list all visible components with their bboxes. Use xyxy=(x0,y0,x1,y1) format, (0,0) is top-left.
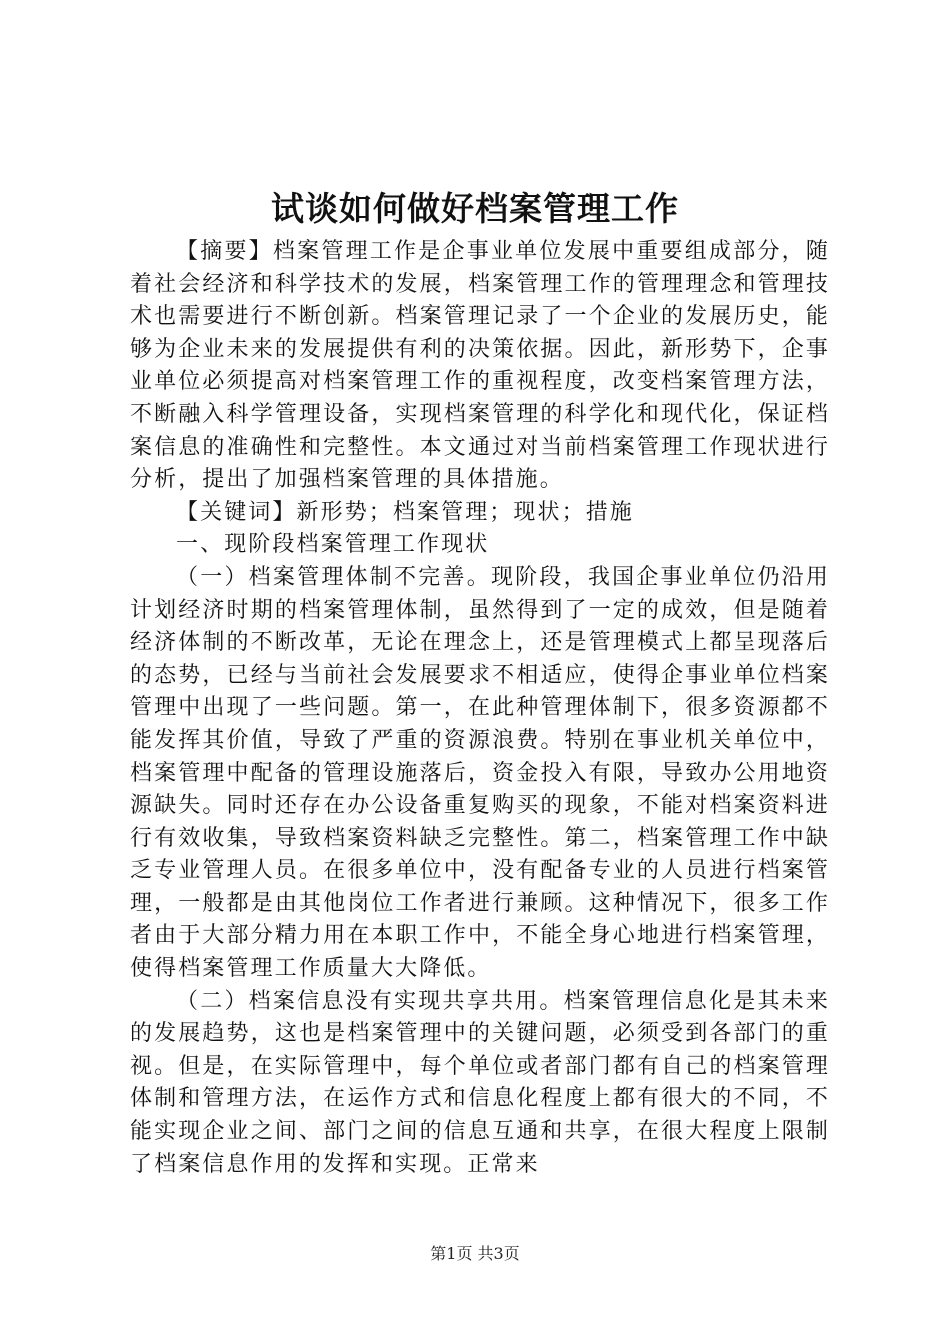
abstract-paragraph: 【摘要】档案管理工作是企事业单位发展中重要组成部分，随着社会经济和科学技术的发展，档案管理工作的管理理念和管理技术也需要进行不断创新。档案管理记录了一个企业的发展历史，能够为企业未来的发展提供有利的决策依据。因此，新形势下，企事业单位必须提高对档案管理工作的重视程度，改变档案管理方法，不断融入科学管理设备，实现档案管理的科学化和现代化，保证档案信息的准确性和完整性。本文通过对当前档案管理工作现状进行分析，提出了加强档案管理的具体措施。 xyxy=(130,239,830,493)
section-heading: 一、现阶段档案管理工作现状 xyxy=(176,532,490,558)
body-paragraph: （二）档案信息没有实现共享共用。档案管理信息化是其未来的发展趋势，这也是档案管理中的关键问题，必须受到各部门的重视。但是，在实际管理中，每个单位或者部门都有自己的档案管理体制和管理方法，在运作方式和信息化程度上都有很大的不同，不能实现企业之间、部门之间的信息互通和共享，在很大程度上限制了档案信息作用的发挥和实现。正常来 xyxy=(130,988,830,1177)
page-footer: 第1页 共3页 xyxy=(430,1244,520,1263)
keywords-paragraph: 【关键词】新形势；档案管理；现状；措施 xyxy=(176,499,634,525)
document-body xyxy=(130,236,830,1181)
body-paragraph: （一）档案管理体制不完善。现阶段，我国企事业单位仍沿用计划经济时期的档案管理体制，虽然得到了一定的成效，但是随着经济体制的不断改革，无论在理念上，还是管理模式上都呈现落后的态势，已经与当前社会发展要求不相适应，使得企事业单位档案管理中出现了一些问题。第一，在此种管理体制下，很多资源都不能发挥其价值，导致了严重的资源浪费。特别在事业机关单位中，档案管理中配备的管理设施落后，资金投入有限，导致办公用地资源缺失。同时还存在办公设备重复购买的现象，不能对档案资料进行有效收集，导致档案资料缺乏完整性。第二，档案管理工作中缺乏专业管理人员。在很多单位中，没有配备专业的人员进行档案管理，一般都是由其他岗位工作者进行兼顾。这种情况下，很多工作者由于大部分精力用在本职工作中，不能全身心地进行档案管理，使得档案管理工作质量大大降低。 xyxy=(130,564,830,982)
document-title: 试谈如何做好档案管理工作 xyxy=(271,189,679,228)
